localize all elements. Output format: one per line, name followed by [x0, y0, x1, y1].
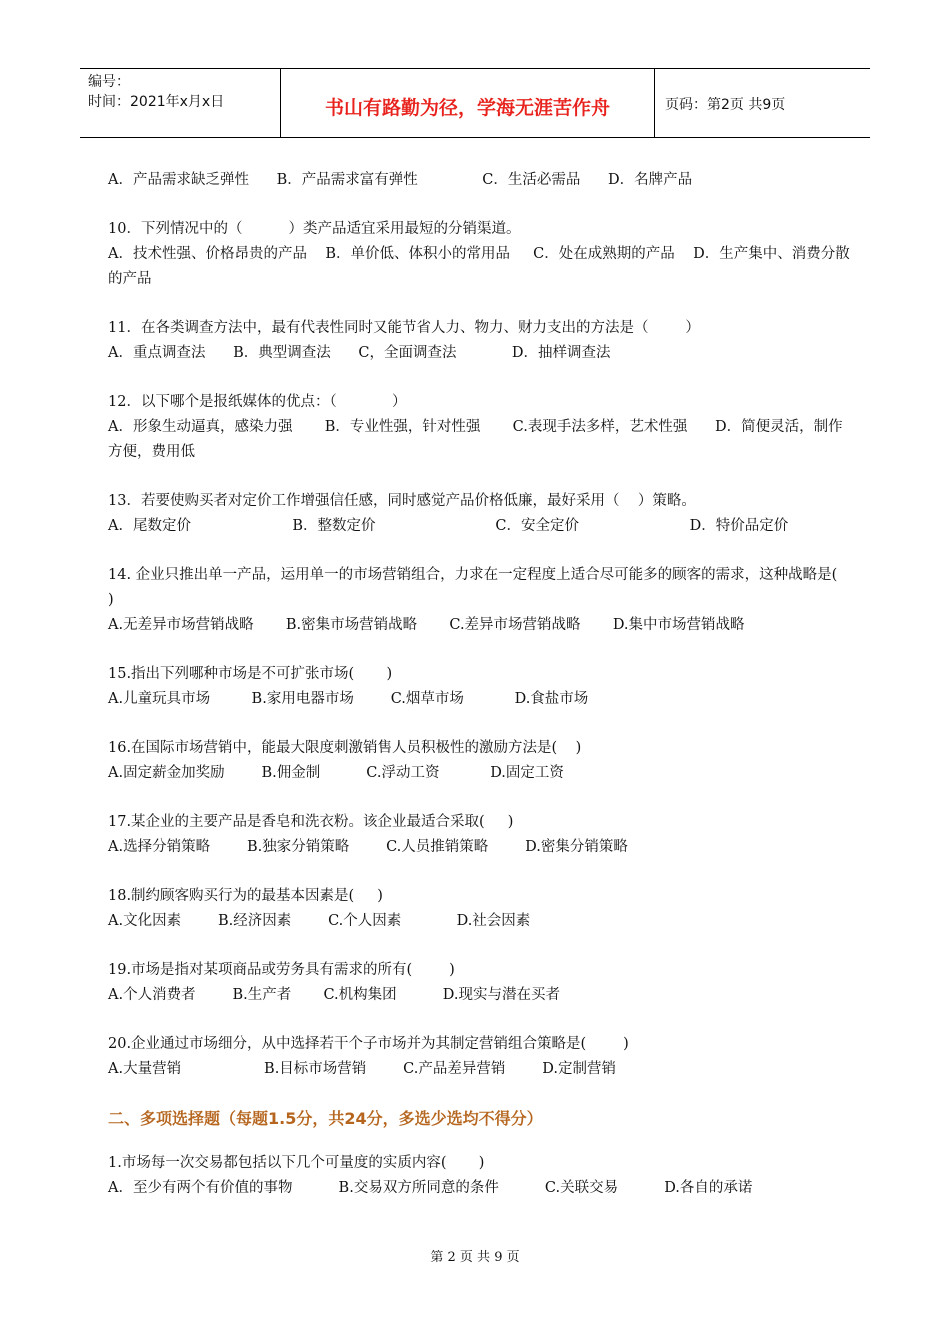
question-options: A．技术性强、价格昂贵的产品 B．单价低、体积小的常用品 C．处在成熟期的产品 D．生产集中、消费分散的产品 — [108, 246, 850, 287]
question-options: A.个人消费者 B.生产者 C.机构集团 D.现实与潜在买者 — [108, 987, 560, 1003]
question-19 — [108, 958, 853, 1008]
question-16 — [108, 736, 853, 786]
question-stem: 16.在国际市场营销中，能最大限度刺激销售人员积极性的激励方法是( ) — [108, 740, 582, 756]
number-label: 编号： — [88, 74, 130, 90]
question-17 — [108, 810, 853, 860]
question-stem: 15.指出下列哪种市场是不可扩张市场( ) — [108, 666, 393, 682]
question-10 — [108, 217, 853, 292]
question-13 — [108, 489, 853, 539]
question-options: A．形象生动逼真，感染力强 B．专业性强，针对性强 C.表现手法多样，艺术性强 D．简便灵活，制作方便，费用低 — [108, 419, 843, 460]
question-options: A.文化因素 B.经济因素 C.个人因素 D.社会因素 — [108, 913, 531, 929]
question-stem: 17.某企业的主要产品是香皂和洗衣粉。该企业最适合采取( ) — [108, 814, 514, 830]
question-stem: 12．以下哪个是报纸媒体的优点：（ ） — [108, 394, 407, 410]
page-header — [80, 68, 870, 138]
question-stem: 10．下列情况中的（ ）类产品适宜采用最短的分销渠道。 — [108, 221, 521, 237]
question-stem: 19.市场是指对某项商品或劳务具有需求的所有( ) — [108, 962, 455, 978]
date-label: 时间：2021年x月x日 — [88, 94, 225, 110]
page-footer: 第 2 页 共 9 页 — [430, 1250, 520, 1265]
question-14 — [108, 563, 861, 638]
question-stem: 1.市场每一次交易都包括以下几个可量度的实质内容( ) — [108, 1155, 485, 1171]
question-stem: 11．在各类调查方法中，最有代表性同时又能节省人力、物力、财力支出的方法是（ ） — [108, 320, 700, 336]
question-stem: 18.制约顾客购买行为的最基本因素是( ) — [108, 888, 383, 904]
question-stem: 20.企业通过市场细分，从中选择若干个子市场并为其制定营销组合策略是( ) — [108, 1036, 629, 1052]
question-options: A.大量营销 B.目标市场营销 C.产品差异营销 D.定制营销 — [108, 1061, 616, 1077]
question-18 — [108, 884, 853, 934]
question-options: A．产品需求缺乏弹性 B．产品需求富有弹性 C．生活必需品 D．名牌产品 — [108, 172, 693, 188]
section-title: 二、多项选择题（每题1.5分，共24分，多选少选均不得分） — [108, 1109, 543, 1128]
question-options: A．至少有两个有价值的事物 B.交易双方所同意的条件 C.关联交易 D.各自的承诺 — [108, 1180, 753, 1196]
question-options: A.固定薪金加奖励 B.佣金制 C.浮动工资 D.固定工资 — [108, 765, 564, 781]
question-20 — [108, 1032, 853, 1082]
document-body — [108, 168, 861, 1225]
question-stem: 14. 企业只推出单一产品，运用单一的市场营销组合，力求在一定程度上适合尽可能多的顾客的需求，这种战略是( ) — [108, 567, 861, 608]
question-options: A．尾数定价 B．整数定价 C．安全定价 D．特价品定价 — [108, 518, 789, 534]
question-options: A．重点调查法 B．典型调查法 C，全面调查法 D．抽样调查法 — [108, 345, 611, 361]
question-9-continued — [108, 168, 853, 193]
header-right-cell — [655, 69, 870, 137]
multi-question-1 — [108, 1151, 853, 1201]
question-options: A.无差异市场营销战略 B.密集市场营销战略 C.差异市场营销战略 D.集中市场营销战略 — [108, 617, 745, 633]
page-info: 页码：第2页 共9页 — [665, 97, 786, 113]
header-left-cell — [80, 69, 281, 137]
question-12 — [108, 390, 853, 465]
question-15 — [108, 662, 853, 712]
question-options: A.儿童玩具市场 B.家用电器市场 C.烟草市场 D.食盐市场 — [108, 691, 589, 707]
motto: 书山有路勤为径，学海无涯苦作舟 — [324, 97, 610, 119]
question-options: A.选择分销策略 B.独家分销策略 C.人员推销策略 D.密集分销策略 — [108, 839, 628, 855]
header-motto-cell — [281, 69, 655, 137]
question-stem: 13．若要使购买者对定价工作增强信任感，同时感觉产品价格低廉，最好采用（ ）策略。 — [108, 493, 696, 509]
question-11 — [108, 316, 853, 366]
